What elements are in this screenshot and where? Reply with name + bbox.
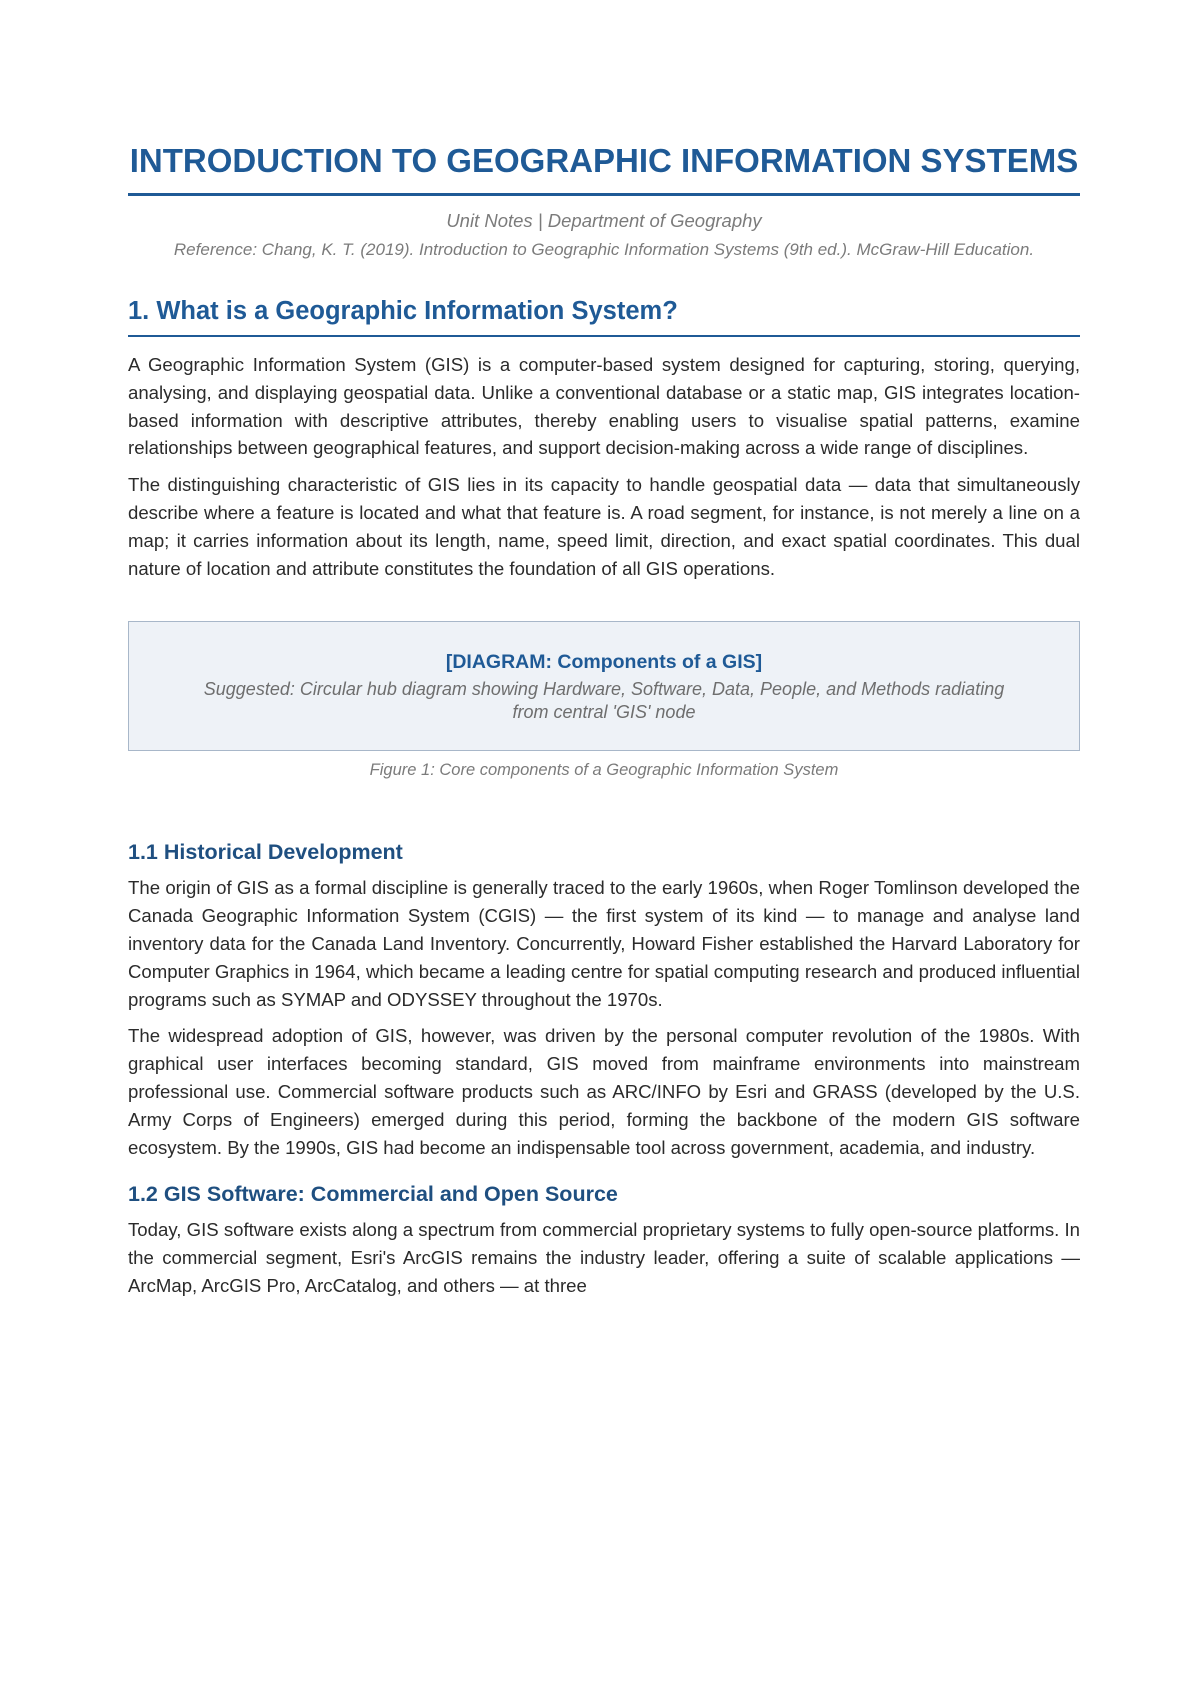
figure-caption: Figure 1: Core components of a Geographic Information System <box>369 761 839 780</box>
section-1-1-heading: 1.1 Historical Development <box>128 840 403 865</box>
section-1-paragraph-2: The distinguishing characteristic of GIS lies in its capacity to handle geospatial data — data that simultaneously describe where a feature is located and what that feature is. A road segment, for instance, is not merely a line on a map; it carries information about its length, name, speed limit, direction, and exact spatial coordinates. This dual nature of location and attribute constitutes the foundation of all GIS operations. <box>128 474 1080 579</box>
document-reference: Reference: Chang, K. T. (2019). Introduction to Geographic Information Systems (9th ed.). McGraw-Hill Education. <box>173 240 1035 259</box>
section-1-1-paragraph-2: The widespread adoption of GIS, however, was driven by the personal computer revolution of the 1980s. With graphical user interfaces becoming standard, GIS moved from mainframe environments into mainstream professional use. Commercial software products such as ARC/INFO by Esri and GRASS (developed by the U.S. Army Corps of Engineers) emerged during this period, forming the backbone of the modern GIS software ecosystem. By the 1990s, GIS had become an indispensable tool across government, academia, and industry. <box>128 1025 1080 1158</box>
title-divider <box>128 193 1080 196</box>
document-subtitle: Unit Notes | Department of Geography <box>446 210 762 231</box>
diagram-title: [DIAGRAM: Components of a GIS] <box>445 651 763 674</box>
diagram-placeholder <box>128 621 1080 751</box>
page-content <box>128 140 1080 1300</box>
document-title: INTRODUCTION TO GEOGRAPHIC INFORMATION SYSTEMS <box>129 142 1079 179</box>
section-1-paragraph-1: A Geographic Information System (GIS) is a computer-based system designed for capturing, storing, querying, analysing, and displaying geospatial data. Unlike a conventional database or a static map, GIS integrates location-based information with descriptive attributes, thereby enabling users to visualise spatial patterns, examine relationships between geographical features, and support decision-making across a wide range of disciplines. <box>128 354 1080 459</box>
section-1-2-heading: 1.2 GIS Software: Commercial and Open Source <box>128 1182 618 1207</box>
section-1-1-paragraph-1: The origin of GIS as a formal discipline is generally traced to the early 1960s, when Roger Tomlinson developed the Canada Geographic Information System (CGIS) — the first system of its kind — to manage and analyse land inventory data for the Canada Land Inventory. Concurrently, Howard Fisher established the Harvard Laboratory for Computer Graphics in 1964, which became a leading centre for spatial computing research and produced influential programs such as SYMAP and ODYSSEY throughout the 1970s. <box>128 877 1080 1010</box>
section-1-2-paragraph-1: Today, GIS software exists along a spectrum from commercial proprietary systems to fully open-source platforms. In the commercial segment, Esri's ArcGIS remains the industry leader, offering a suite of scalable applications — ArcMap, ArcGIS Pro, ArcCatalog, and others — at three <box>128 1219 1080 1296</box>
section-1-heading: 1. What is a Geographic Information System? <box>128 297 678 325</box>
diagram-description: Suggested: Circular hub diagram showing Hardware, Software, Data, People, and Methods radiating from central 'GIS' node <box>203 679 1005 723</box>
section-1-divider <box>128 335 1080 337</box>
